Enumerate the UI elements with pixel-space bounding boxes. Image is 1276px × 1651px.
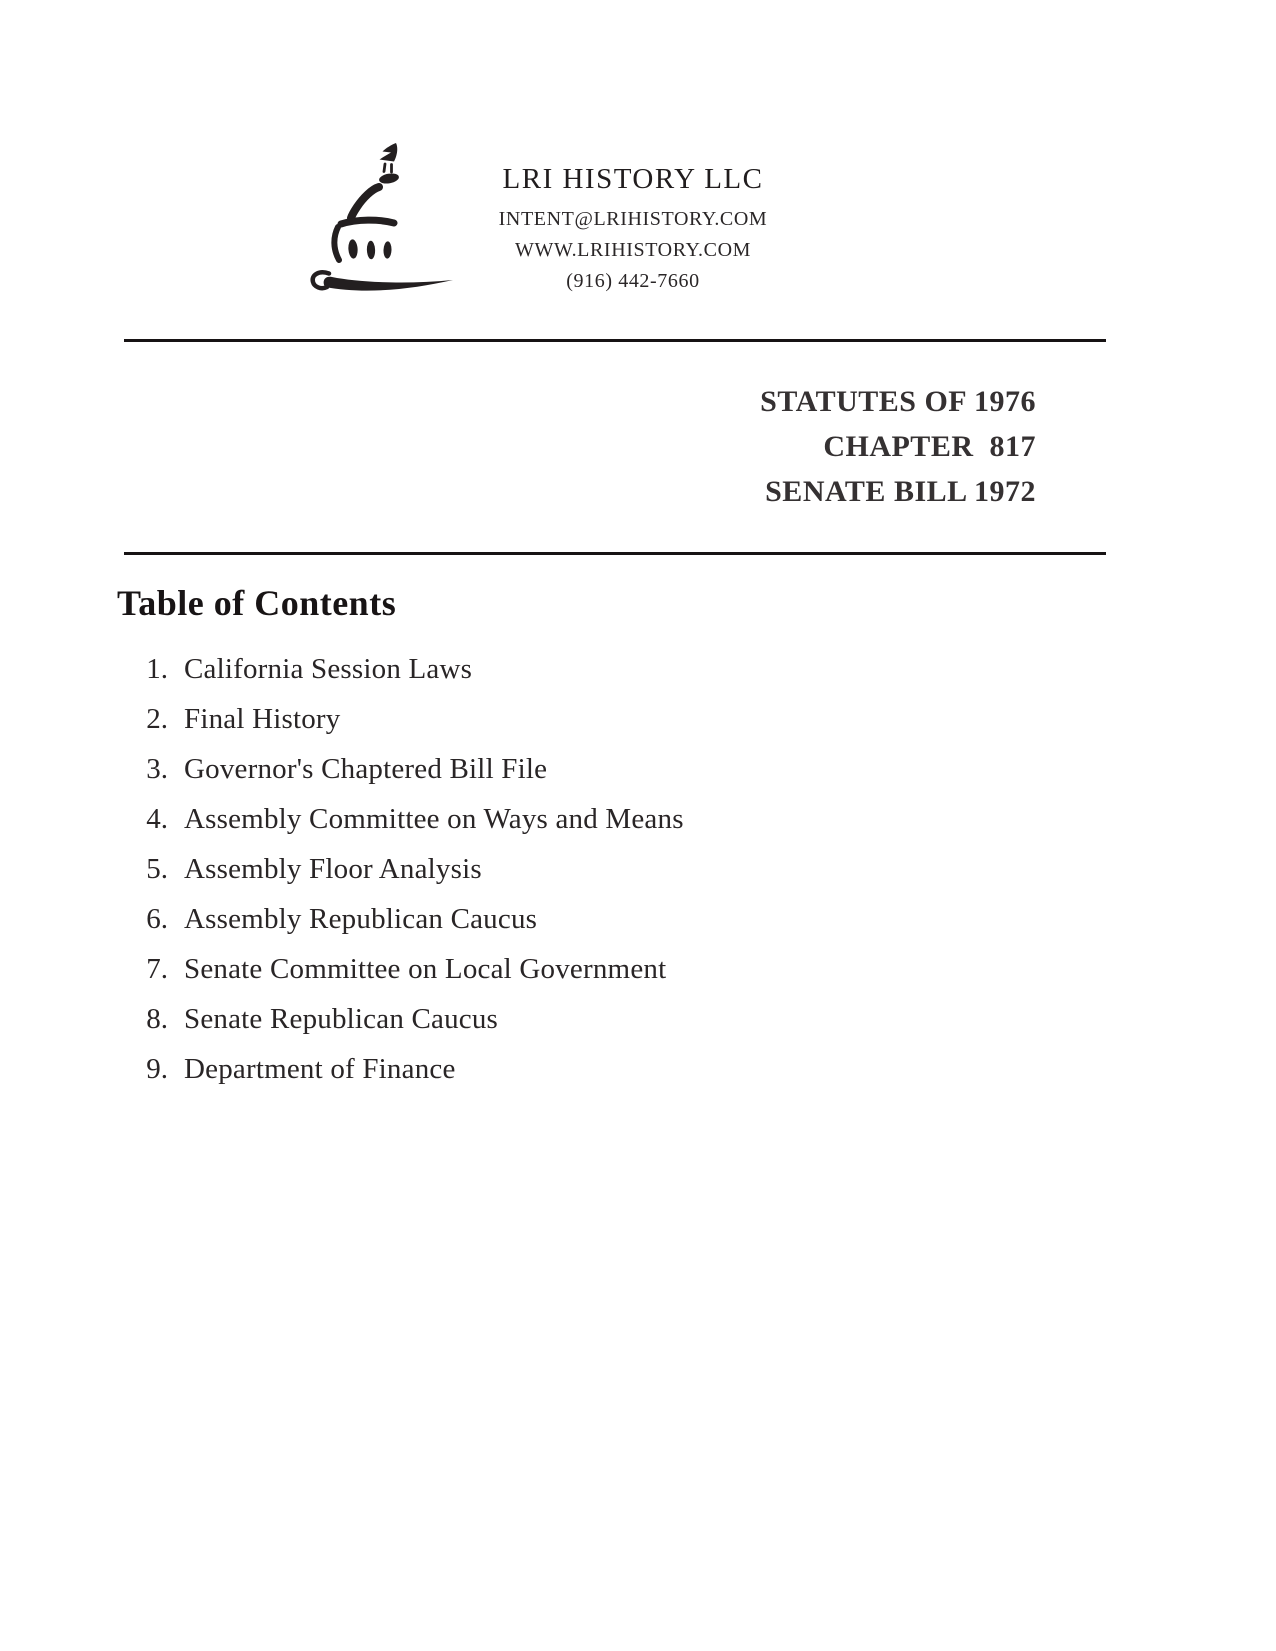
toc-item bbox=[128, 994, 1028, 1044]
toc-item bbox=[128, 644, 1028, 694]
toc-item-label: Final History bbox=[184, 703, 341, 735]
statutes-line: STATUTES OF 1976 bbox=[760, 385, 1036, 418]
senate-bill-line: SENATE BILL 1972 bbox=[765, 475, 1036, 508]
divider-bottom bbox=[124, 552, 1106, 555]
toc-item-label: Senate Committee on Local Government bbox=[184, 953, 667, 985]
contact-block bbox=[447, 204, 819, 297]
company-website: WWW.LRIHISTORY.COM bbox=[514, 239, 751, 261]
toc-item-number: 5. bbox=[146, 853, 168, 885]
toc-item bbox=[128, 694, 1028, 744]
toc-item-number: 9. bbox=[146, 1053, 168, 1085]
toc-item-number: 2. bbox=[146, 703, 168, 735]
capitol-dome-logo bbox=[295, 130, 465, 305]
toc-item-label: Governor's Chaptered Bill File bbox=[184, 753, 548, 785]
toc-item-number: 6. bbox=[146, 903, 168, 935]
toc-item bbox=[128, 844, 1028, 894]
letterhead bbox=[447, 161, 819, 297]
company-name: LRI HISTORY LLC bbox=[502, 163, 764, 195]
divider-top bbox=[124, 339, 1106, 342]
toc-item bbox=[128, 944, 1028, 994]
toc-list bbox=[128, 644, 1028, 1094]
toc-title: Table of Contents bbox=[117, 583, 397, 623]
toc-item-number: 8. bbox=[146, 1003, 168, 1035]
statute-reference-block bbox=[760, 379, 1036, 514]
toc-item-number: 1. bbox=[146, 653, 168, 685]
company-email: INTENT@LRIHISTORY.COM bbox=[498, 208, 768, 230]
company-phone: (916) 442-7660 bbox=[566, 270, 700, 292]
toc-item-label: Department of Finance bbox=[184, 1053, 456, 1085]
toc-item-label: Assembly Floor Analysis bbox=[184, 853, 482, 885]
toc-item-label: California Session Laws bbox=[184, 653, 473, 685]
toc-item bbox=[128, 1044, 1028, 1094]
toc-item-label: Assembly Republican Caucus bbox=[184, 903, 538, 935]
chapter-line: CHAPTER 817 bbox=[823, 430, 1036, 463]
toc-item-number: 7. bbox=[146, 953, 168, 985]
toc-item-label: Senate Republican Caucus bbox=[184, 1003, 499, 1035]
toc-item-number: 3. bbox=[146, 753, 168, 785]
toc-item bbox=[128, 744, 1028, 794]
toc-item bbox=[128, 894, 1028, 944]
toc-item-label: Assembly Committee on Ways and Means bbox=[184, 803, 684, 835]
toc-item bbox=[128, 794, 1028, 844]
toc-item-number: 4. bbox=[146, 803, 168, 835]
